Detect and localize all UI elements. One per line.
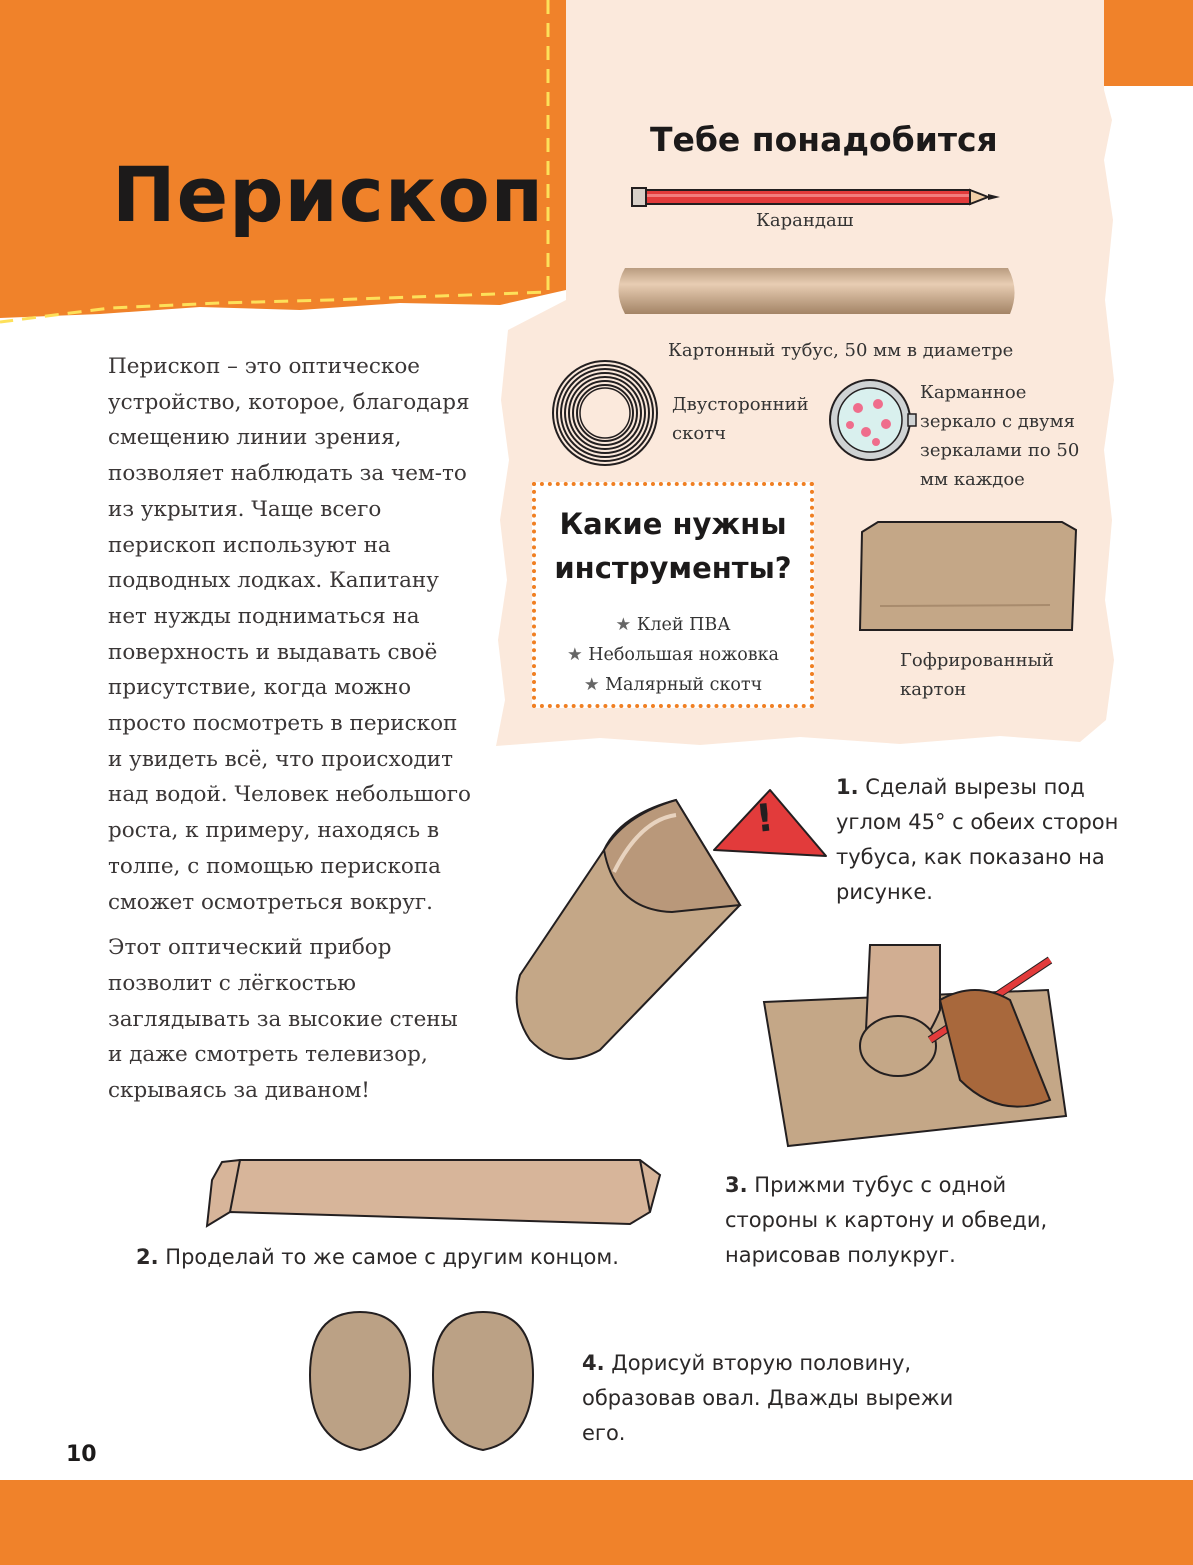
step-3: 3. Прижми тубус с одной стороны к картону и обведи, нарисовав полукруг. [725,1173,1048,1267]
step2-tube-illustration [207,1160,660,1226]
cardboard-illustration [860,522,1076,630]
tape-caption: Двусторонний скотч [672,394,809,444]
page-title: Перископ [112,150,545,239]
step1-tube-illustration [517,800,740,1059]
pencil-caption: Карандаш [756,210,854,231]
star-icon: ★ [615,615,632,635]
tube-illustration [619,268,1015,314]
materials-heading: Тебе понадобится [650,120,998,159]
step-4: 4. Дорисуй вторую половину, образовав овал. Дважды вырежи его. [582,1351,954,1445]
intro-text [108,349,478,1119]
page-number: 10 [66,1442,97,1467]
intro-paragraph-1: Перископ – это оптическое устройство, которое, благодаря смещению линии зрения, позволяет наблюдать за чем-то из укрытия. Чаще всего перископ используют на подводных лодках. Капитану нет нужды подниматься на поверхность и выдавать своё присутствие, когда можно просто посмотреть в перископ и увидеть всё, что происходит над водой. Человек небольшого роста, к примеру, находясь в толпе, с помощью перископа сможет осмотреться вокруг. [108,354,471,915]
step4-ovals-illustration [310,1312,533,1450]
pencil-illustration [632,188,1000,206]
tape-illustration [553,361,657,465]
step-2: 2. Проделай то же самое с другим концом. [136,1245,619,1269]
step3-trace-illustration [764,945,1066,1146]
mirror-caption: Карманное зеркало с двумя зеркалами по 50 мм каждое [920,382,1080,490]
tools-heading: Какие нужны инструменты? [554,507,792,585]
tool-item: ★ Малярный скотч [583,675,763,695]
warning-exclamation: ! [753,795,776,841]
tube-caption: Картонный тубус, 50 мм в диаметре [668,340,1014,361]
tools-box [532,482,814,708]
step-1: 1. Сделай вырезы под углом 45° с обеих сторон тубуса, как показано на рисунке. [836,775,1119,904]
star-icon: ★ [583,675,600,695]
intro-paragraph-2: Этот оптический прибор позволит с лёгкостью заглядывать за высокие стены и даже смотреть телевизор, скрываясь за диваном! [108,935,458,1104]
corner-tab [1104,0,1193,86]
tools-list [536,610,810,700]
star-icon: ★ [567,645,583,665]
cardboard-caption: Гофрированный картон [900,650,1054,700]
tool-item: ★ Клей ПВА [615,615,731,635]
tool-item: ★ Небольшая ножовка [567,645,779,665]
footer-band [0,1480,1193,1565]
